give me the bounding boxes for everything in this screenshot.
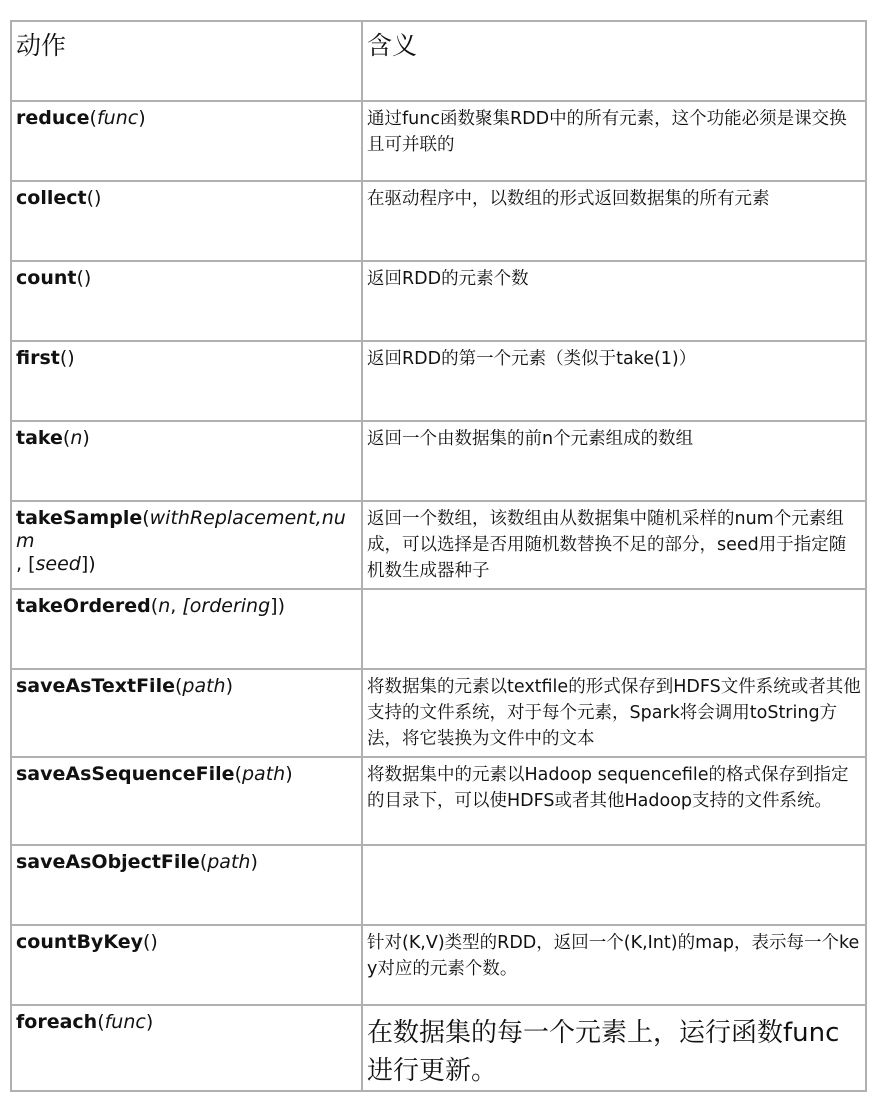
rdd-actions-table: [10, 20, 867, 1092]
table-row: [11, 589, 866, 669]
action-args-close: ]: [270, 595, 278, 617]
header-action: 动作: [11, 21, 362, 101]
action-name: reduce: [16, 107, 90, 129]
action-name: foreach: [16, 1011, 98, 1033]
table-row: [11, 501, 866, 589]
description-cell: [362, 589, 866, 669]
action-args: func: [96, 107, 139, 129]
action-args-optional: [ordering: [182, 595, 271, 617]
table-row: [11, 1005, 866, 1091]
action-name: saveAsObjectFile: [16, 851, 200, 873]
table-header-row: [11, 21, 866, 101]
action-args: n: [70, 427, 83, 449]
action-cell: saveAsObjectFile(path): [11, 845, 362, 925]
description-cell: 返回一个数组，该数组由从数据集中随机采样的num个元素组成，可以选择是否用随机数替换不足的部分，seed用于指定随机数生成器种子: [362, 501, 866, 589]
action-cell: takeOrdered(n, [ordering]): [11, 589, 362, 669]
description-cell: 针对(K,V)类型的RDD，返回一个(K,Int)的map，表示每一个key对应的元素个数。: [362, 925, 866, 1005]
action-cell: reduce(func): [11, 101, 362, 181]
action-cell: collect(): [11, 181, 362, 261]
action-name: collect: [16, 187, 87, 209]
action-args-cont: , [seed]): [16, 553, 96, 575]
action-name: take: [16, 427, 63, 449]
table-row: [11, 101, 866, 181]
action-name: first: [16, 347, 60, 369]
table-row: [11, 757, 866, 845]
description-cell: 在驱动程序中，以数组的形式返回数据集的所有元素: [362, 181, 866, 261]
table-row: [11, 925, 866, 1005]
description-cell: [362, 845, 866, 925]
description-cell: 将数据集的元素以textfile的形式保存到HDFS文件系统或者其他支持的文件系统，对于每个元素，Spark将会调用toString方法，将它装换为文件中的文本: [362, 669, 866, 757]
table-row: [11, 341, 866, 421]
description-cell: 将数据集中的元素以Hadoop sequencefile的格式保存到指定的目录下，可以使HDFS或者其他Hadoop支持的文件系统。: [362, 757, 866, 845]
action-name: count: [16, 267, 77, 289]
table-row: [11, 669, 866, 757]
action-name: saveAsSequenceFile: [16, 763, 235, 785]
action-cell: saveAsTextFile(path): [11, 669, 362, 757]
action-cell: take(n): [11, 421, 362, 501]
action-name: takeOrdered: [16, 595, 151, 617]
action-cell: takeSample(withReplacement,num , [seed]): [11, 501, 362, 589]
action-args: path: [207, 851, 251, 873]
action-name: countByKey: [16, 931, 143, 953]
action-args: func: [104, 1011, 146, 1033]
action-name: takeSample: [16, 507, 143, 529]
action-args: n: [158, 595, 171, 617]
description-cell: 通过func函数聚集RDD中的所有元素，这个功能必须是课交换且可并联的: [362, 101, 866, 181]
table-row: [11, 261, 866, 341]
description-cell: 返回RDD的元素个数: [362, 261, 866, 341]
action-cell: first(): [11, 341, 362, 421]
table-row: [11, 845, 866, 925]
table-row: [11, 421, 866, 501]
action-args: path: [242, 763, 286, 785]
action-cell: count(): [11, 261, 362, 341]
description-cell: 返回RDD的第一个元素（类似于take(1)）: [362, 341, 866, 421]
action-name: saveAsTextFile: [16, 675, 175, 697]
header-meaning: 含义: [362, 21, 866, 101]
action-cell: saveAsSequenceFile(path): [11, 757, 362, 845]
action-args: path: [182, 675, 226, 697]
table-row: [11, 181, 866, 261]
action-args: withReplacement,num: [16, 507, 346, 552]
action-args-optional: seed: [35, 553, 81, 575]
action-cell: countByKey(): [11, 925, 362, 1005]
action-cell: foreach(func): [11, 1005, 362, 1091]
description-cell: 在数据集的每一个元素上，运行函数func进行更新。: [362, 1005, 866, 1091]
description-cell: 返回一个由数据集的前n个元素组成的数组: [362, 421, 866, 501]
action-args-sep: ,: [170, 595, 183, 617]
